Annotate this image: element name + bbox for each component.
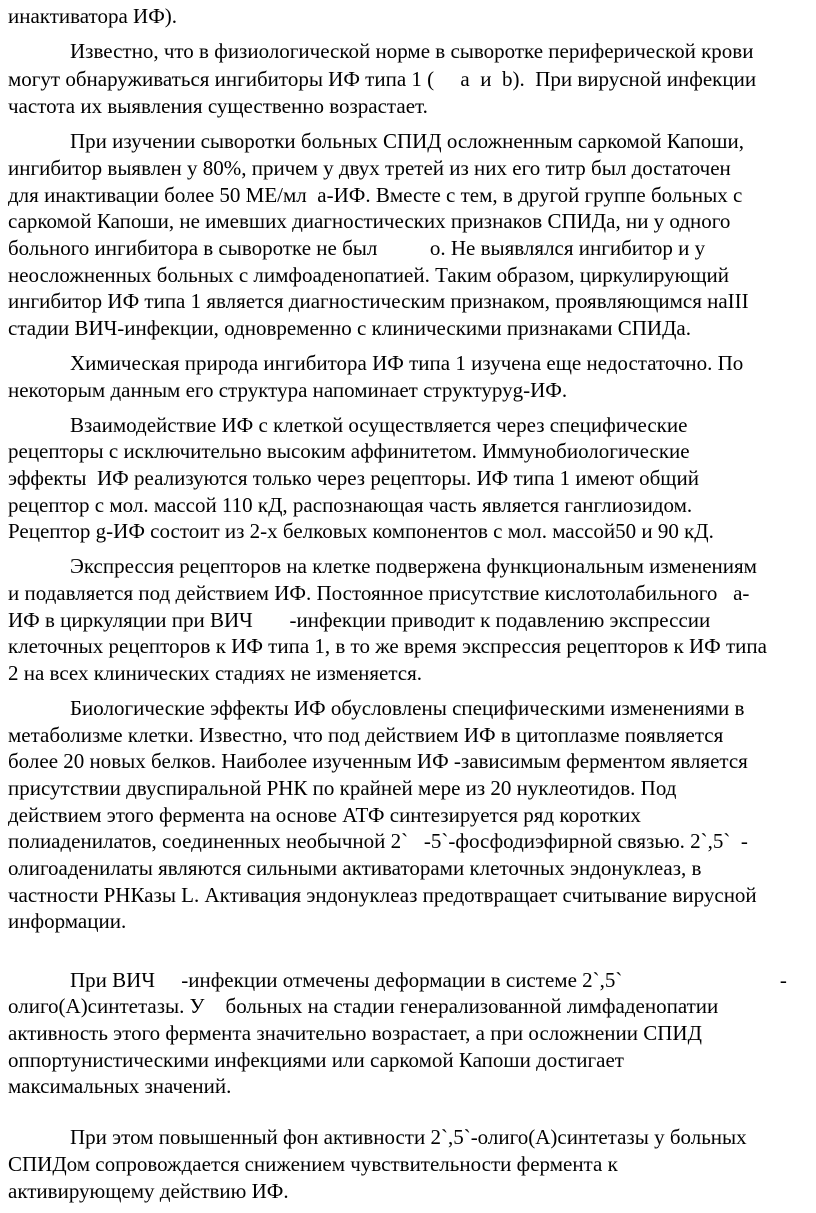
text-line: полиаденилатов, соединенных необычной 2` -5`-фосфодиэфирной связью. 2`,5` -	[8, 829, 748, 853]
text-line: ингибитор ИФ типа 1 является диагностическим признаком, проявляющимся наIII	[8, 289, 749, 313]
text-line: Рецептор g-ИФ состоит из 2-х белковых компонентов с мол. массой50 и 90 кД.	[8, 519, 714, 543]
text-line: При изучении сыворотки больных СПИД осложненным саркомой Капоши,	[70, 129, 744, 153]
text-line: неосложненных больных с лимфоаденопатией. Таким образом, циркулирующий	[8, 263, 729, 287]
text-line: рецептор с мол. массой 110 кД, распознающая часть является ганглиозидом.	[8, 493, 693, 517]
text-line: частности РНКазы L. Активация эндонуклеаз предотвращает считывание вирусной	[8, 883, 757, 907]
text-line: При этом повышенный фон активности 2`,5`-олиго(А)синтетазы у больных	[70, 1125, 747, 1149]
text-line: рецепторы с исключительно высоким аффинитетом. Иммунобиологические	[8, 439, 690, 463]
text-line: Химическая природа ингибитора ИФ типа 1 изучена еще недостаточно. По	[70, 351, 744, 375]
text-line: олигоаденилаты являются сильными активаторами клеточных эндонуклеаз, в	[8, 856, 702, 880]
text-line: ИФ в циркуляции при ВИЧ -инфекции приводит к подавлению экспрессии	[8, 608, 711, 632]
text-line: более 20 новых белков. Наиболее изученным ИФ -зависимым ферментом является	[8, 749, 748, 773]
text-line: Биологические эффекты ИФ обусловлены специфическими изменениями в	[70, 696, 745, 720]
text-line: клеточных рецепторов к ИФ типа 1, в то же время экспрессия рецепторов к ИФ типа	[8, 634, 767, 658]
text-line: саркомой Капоши, не имевших диагностических признаков СПИДа, ни у одного	[8, 209, 731, 233]
text-line: некоторым данным его структура напоминает структуруg-ИФ.	[8, 378, 568, 402]
text-line: Экспрессия рецепторов на клетке подвержена функциональным изменениям	[70, 554, 757, 578]
text-line: присутствии двуспиральной РНК по крайней мере из 20 нуклеотидов. Под	[8, 776, 677, 800]
text-line: больного ингибитора в сыворотке не был о. Не выявлялся ингибитор и у	[8, 236, 706, 260]
text-line: могут обнаруживаться ингибиторы ИФ типа 1 ( а и b). При вирусной инфекции	[8, 67, 757, 91]
text-line: При ВИЧ -инфекции отмечены деформации в системе 2`,5` -	[70, 968, 787, 992]
text-line: Известно, что в физиологической норме в сыворотке периферической крови	[70, 39, 754, 63]
text-line: максимальных значений.	[8, 1074, 232, 1098]
text-line: активирующему действию ИФ.	[8, 1179, 289, 1203]
text-line: метаболизме клетки. Известно, что под действием ИФ в цитоплазме появляется	[8, 723, 724, 747]
text-line: действием этого фермента на основе АТФ синтезируется ряд коротких	[8, 803, 641, 827]
text-line: ингибитор выявлен у 80%, причем у двух третей из них его титр был достаточен	[8, 156, 731, 180]
text-line: Взаимодействие ИФ с клеткой осуществляется через специфические	[70, 413, 688, 437]
text-line: эффекты ИФ реализуются только через рецепторы. ИФ типа 1 имеют общий	[8, 466, 699, 490]
text-line: информации.	[8, 909, 127, 933]
text-line: олиго(А)синтетазы. У больных на стадии генерализованной лимфаденопатии	[8, 994, 719, 1018]
text-line: для инактивации более 50 МЕ/мл а-ИФ. Вместе с тем, в другой группе больных с	[8, 183, 743, 207]
text-line: инактиватора ИФ).	[8, 4, 178, 28]
text-line: СПИДом сопровождается снижением чувствительности фермента к	[8, 1152, 618, 1176]
text-line: стадии ВИЧ-инфекции, одновременно с клиническими признаками СПИДа.	[8, 316, 691, 340]
text-line: 2 на всех клинических стадиях не изменяется.	[8, 661, 422, 685]
text-line: частота их выявления существенно возрастает.	[8, 94, 428, 118]
text-line: оппортунистическими инфекциями или саркомой Капоши достигает	[8, 1048, 624, 1072]
text-line: активность этого фермента значительно возрастает, а при осложнении СПИД	[8, 1021, 702, 1045]
text-line: и подавляется под действием ИФ. Постоянное присутствие кислотолабильного а-	[8, 581, 750, 605]
